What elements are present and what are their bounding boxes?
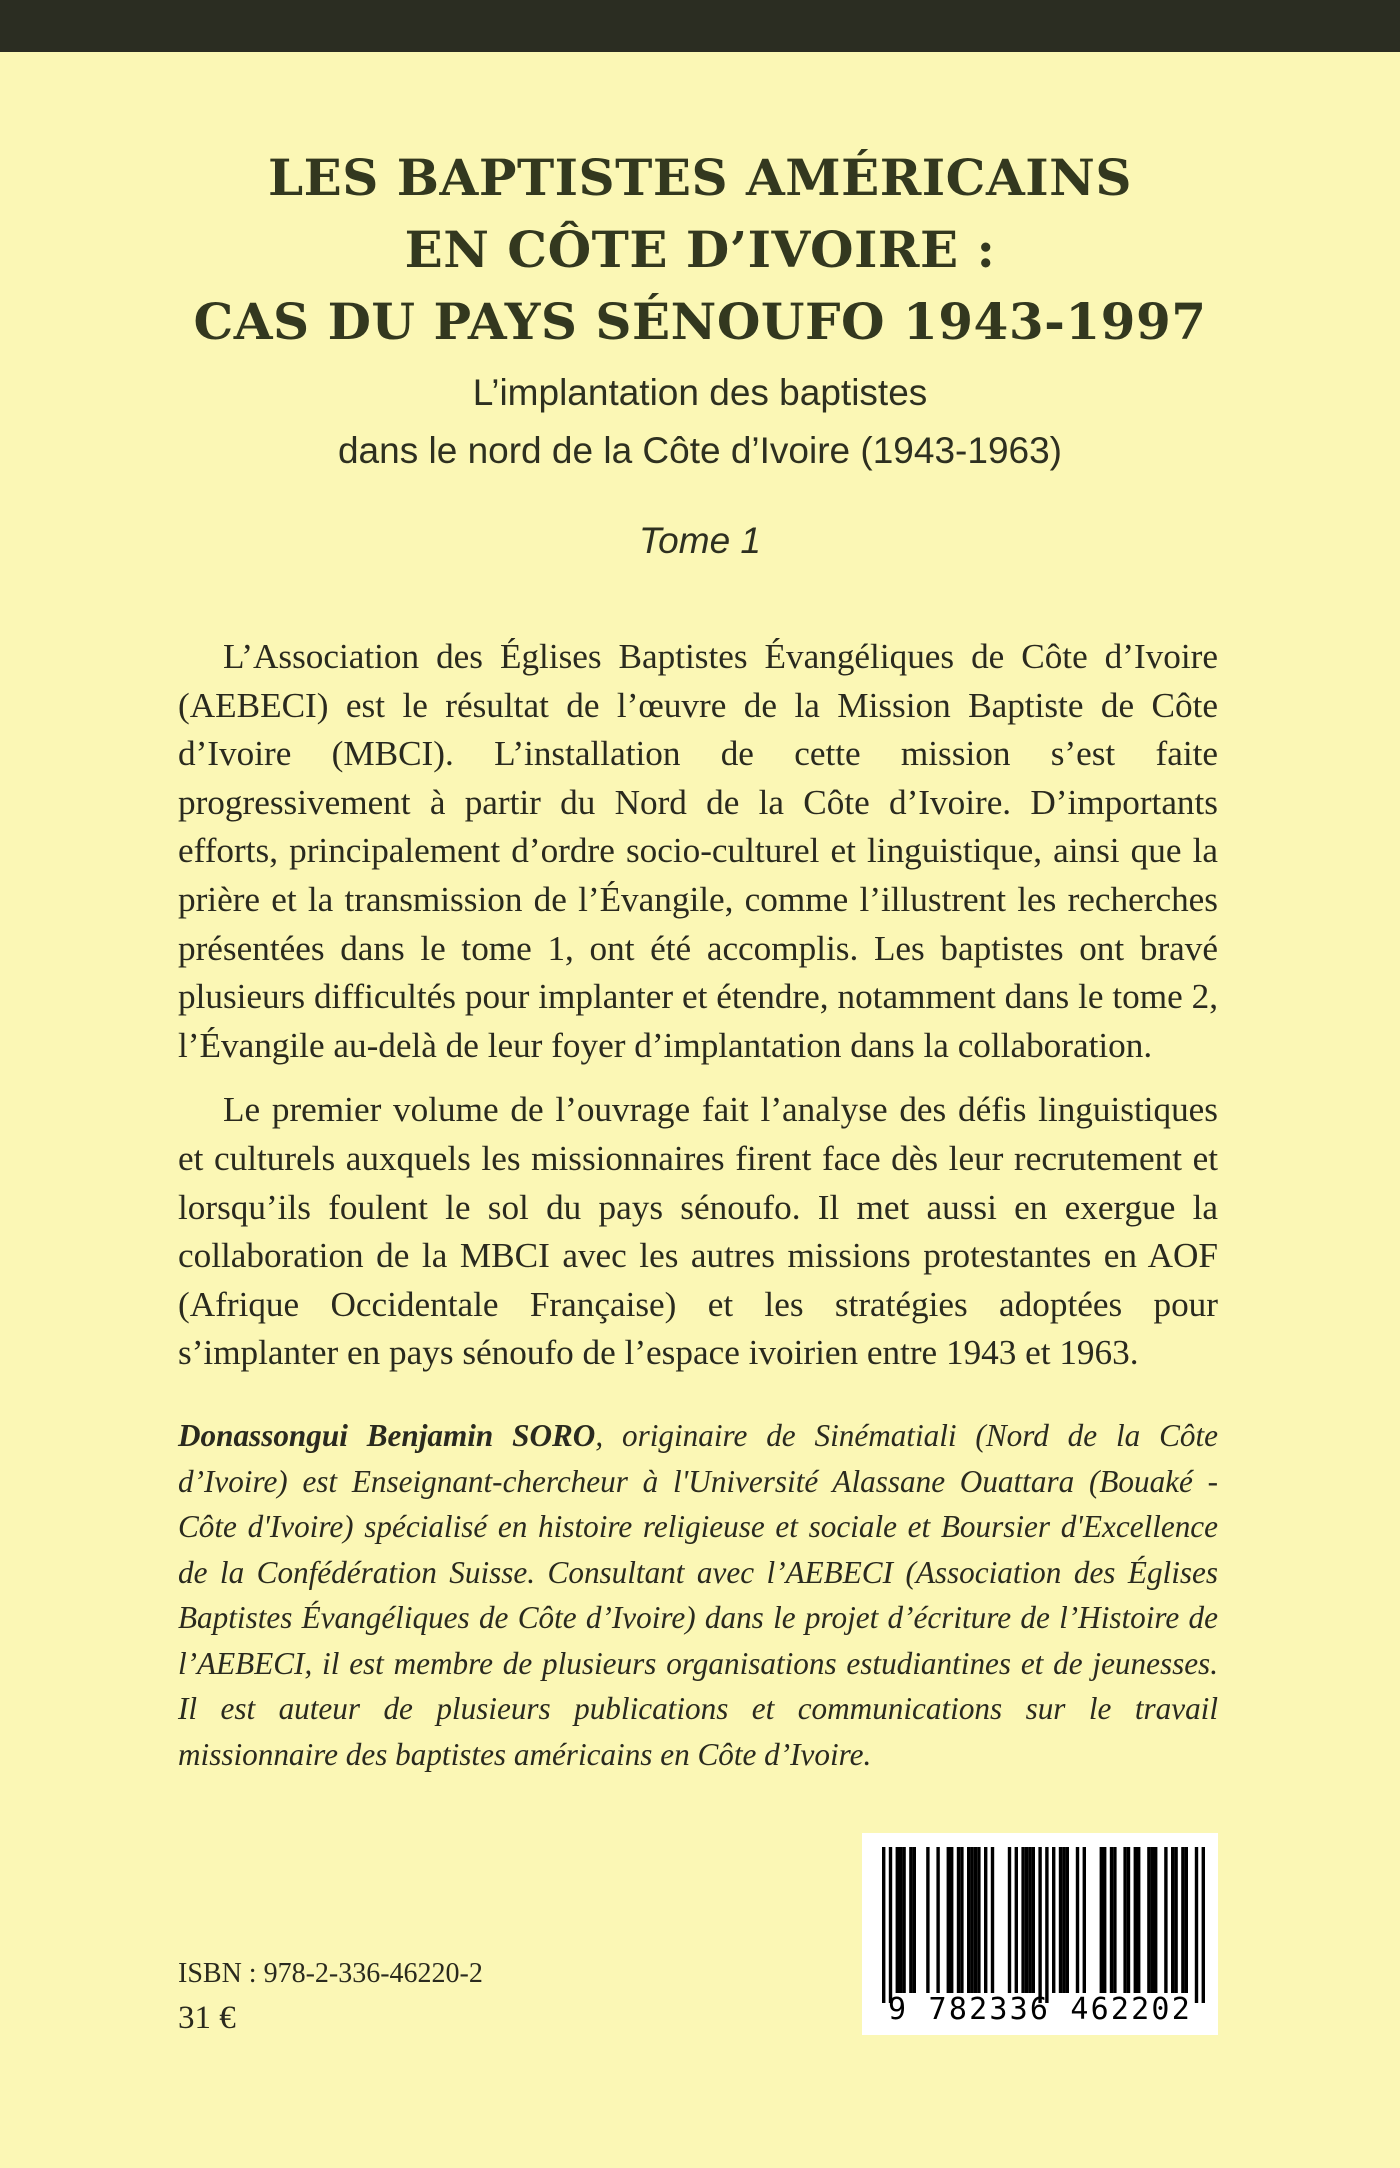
barcode-bar <box>1164 1847 1167 1993</box>
barcode-bar <box>991 1847 994 1993</box>
barcode-bar <box>1195 1847 1198 2003</box>
author-bio <box>178 1413 1218 1777</box>
title-line-3: CAS DU PAYS SÉNOUFO 1943-1997 <box>193 292 1207 351</box>
barcode-bar <box>1045 1847 1048 2003</box>
barcode-bar <box>1032 1847 1035 1993</box>
barcode-bar <box>1100 1847 1103 1993</box>
barcode-bar <box>896 1847 899 1993</box>
barcode-bar <box>1113 1847 1116 1993</box>
barcode-bar <box>947 1847 950 1993</box>
barcode <box>862 1833 1218 2035</box>
barcode-bar <box>1076 1847 1079 1993</box>
barcode-bar <box>1147 1847 1150 1993</box>
barcode-bar <box>1062 1847 1065 1993</box>
barcode-bar <box>984 1847 987 1993</box>
barcode-bar <box>902 1847 905 1993</box>
barcode-bar <box>909 1847 912 1993</box>
top-band <box>0 0 1400 52</box>
barcode-bar <box>1052 1847 1055 1993</box>
barcode-bar <box>1015 1847 1018 1993</box>
barcode-bar <box>1181 1847 1184 1993</box>
summary-paragraph-2: Le premier volume de l’ouvrage fait l’analyse des défis linguistiques et culturels auxquels les missionnaires firent face dès leur recrutement et lorsqu’ils foulent le sol du pays sénoufo. Il met aussi en exergue la collaboration de la MBCI avec les autres missions protestantes en AOF (Afrique Occidentale Française) et les stratégies adoptées pour s’implanter en pays sénoufo de l’espace ivoirien entre 1943 et 1963. <box>178 1090 1218 1373</box>
barcode-bar <box>1134 1847 1137 1993</box>
barcode-bar <box>950 1847 953 1993</box>
subtitle-line-2: dans le nord de la Côte d’Ivoire (1943-1963) <box>337 430 1062 471</box>
barcode-bar <box>913 1847 916 1993</box>
barcode-bar <box>1171 1847 1174 1993</box>
barcode-bar <box>1123 1847 1126 1993</box>
barcode-bar <box>1110 1847 1113 1993</box>
price: 31 € <box>178 2000 236 2036</box>
barcode-bar <box>926 1847 929 1993</box>
volume-label: Tome 1 <box>638 520 762 561</box>
barcode-bar <box>936 1847 939 1993</box>
barcode-bar <box>1185 1847 1188 1993</box>
barcode-bar <box>1025 1847 1028 1993</box>
summary-text <box>178 633 1218 1378</box>
title-line-2: EN CÔTE D’IVOIRE : <box>404 220 996 279</box>
barcode-bar <box>1137 1847 1140 1993</box>
book-title <box>100 142 1300 358</box>
author-name: Donassongui Benjamin SORO <box>178 1418 596 1453</box>
isbn-number: ISBN : 978-2-336-46220-2 <box>178 1958 483 1989</box>
barcode-bar <box>1151 1847 1154 1993</box>
author-bio-text: , originaire de Sinématiali (Nord de la Côte d’Ivoire) est Enseignant-chercheur à l'Université Alassane Ouattara (Bouaké - Côte d'Ivoire) spécialisé en histoire religieuse et sociale et Boursier d'Excellence de la Confédération Suisse. Consultant avec l’AEBECI (Association des Églises Baptistes Évangéliques de Côte d’Ivoire) dans le projet d’écriture de l’Histoire de l’AEBECI, il est membre de plusieurs organisations estudiantines et de jeunesses. Il est auteur de plusieurs publications et communications sur le travail missionnaire des baptistes américains en Côte d’Ivoire. <box>178 1418 1218 1772</box>
book-subtitle <box>100 364 1300 480</box>
barcode-bar <box>899 1847 902 1993</box>
barcode-bar <box>1028 1847 1031 1993</box>
barcode-bar <box>1059 1847 1062 1993</box>
barcode-bar <box>1103 1847 1106 1993</box>
barcode-bar <box>1154 1847 1157 1993</box>
summary-paragraph-1: L’Association des Églises Baptistes Évangéliques de Côte d’Ivoire (AEBECI) est le résultat de l’œuvre de la Mission Baptiste de Côte d’Ivoire (MBCI). L’installation de cette mission s’est faite progressivement à partir du Nord de la Côte d’Ivoire. D’importants efforts, principalement d’ordre socio-culturel et linguistique, ainsi que la prière et la transmission de l’Évangile, comme l’illustrent les recherches présentées dans le tome 1, ont été accomplis. Les baptistes ont bravé plusieurs difficultés pour implanter et étendre, notamment dans le tome 2, l’Évangile au-delà de leur foyer d’implantation dans la collaboration. <box>178 637 1218 1065</box>
title-line-1: LES BAPTISTES AMÉRICAINS <box>268 148 1132 207</box>
barcode-bar <box>967 1847 970 1993</box>
barcode-bar <box>1066 1847 1069 1993</box>
barcode-bar <box>1127 1847 1130 1993</box>
barcode-bar <box>1021 1847 1024 1993</box>
barcode-bar <box>974 1847 977 1993</box>
barcode-bar <box>1038 1847 1041 2003</box>
barcode-bar <box>882 1847 885 2003</box>
barcode-bar <box>1202 1847 1205 2003</box>
barcode-bar <box>957 1847 960 1993</box>
subtitle-line-1: L’implantation des baptistes <box>472 372 928 413</box>
barcode-bar <box>977 1847 980 1993</box>
barcode-bar <box>1083 1847 1086 1993</box>
barcode-bar <box>960 1847 963 1993</box>
barcode-digits: 9 782336 462202 <box>888 1992 1192 2027</box>
barcode-bar <box>1008 1847 1011 1993</box>
barcode-bar <box>889 1847 892 2003</box>
barcode-bar <box>1174 1847 1177 1993</box>
barcode-bar <box>970 1847 973 1993</box>
